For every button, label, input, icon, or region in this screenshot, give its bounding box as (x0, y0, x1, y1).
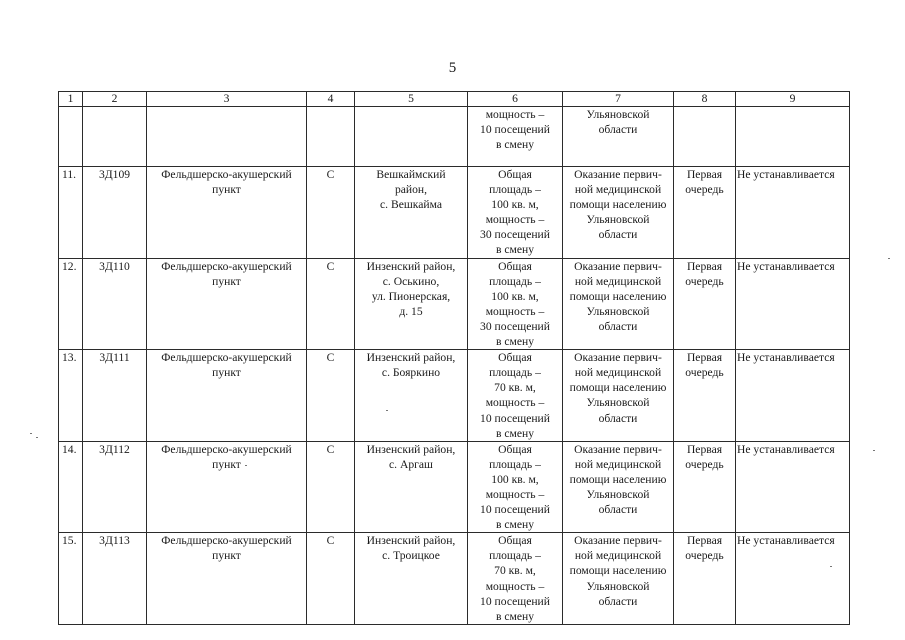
location-line: Инзенский район, (366, 259, 456, 273)
purpose-line: ной медицинской (574, 457, 662, 471)
cell-num: 12. (59, 258, 83, 350)
cell-purpose (563, 258, 674, 350)
priority-line: очередь (685, 457, 724, 471)
name-line: Фельдшерско-акушерский (161, 351, 292, 365)
cell-priority (674, 441, 736, 533)
capacity-line: 10 посещений (480, 594, 550, 608)
capacity-line: 100 кв. м, (491, 472, 539, 486)
scan-speck (30, 433, 32, 434)
scan-speck (873, 450, 875, 451)
cell-purpose (563, 350, 674, 442)
cell-priority (674, 533, 736, 625)
purpose-line: помощи населению (569, 381, 667, 395)
capacity-line: в смену (495, 138, 534, 152)
cell-code: 3Д111 (83, 350, 147, 442)
cell-name (147, 258, 307, 350)
column-header: 4 (307, 92, 355, 107)
capacity-line: площадь – (489, 366, 541, 380)
cell-purpose (563, 167, 674, 259)
capacity-line: в смену (495, 243, 534, 257)
name-line: Фельдшерско-акушерский (161, 442, 292, 456)
cell-purpose (563, 441, 674, 533)
cell-location (355, 350, 468, 442)
cell-priority (674, 350, 736, 442)
capacity-line: 100 кв. м, (491, 289, 539, 303)
capacity-line: Общая (498, 534, 532, 548)
purpose-line: помощи населению (569, 289, 667, 303)
cell-requirement: Не устанавливается (736, 533, 850, 625)
column-header: 8 (674, 92, 736, 107)
capacity-line: в смену (495, 426, 534, 440)
priority-line: Первая (686, 534, 723, 548)
priority-line: очередь (685, 549, 724, 563)
cell-location (355, 167, 468, 259)
location-line: с. Троицкое (382, 549, 440, 563)
cell-name (147, 107, 307, 167)
capacity-line: 30 посещений (480, 228, 550, 242)
name-line: пункт (212, 549, 241, 563)
name-line: пункт (212, 457, 241, 471)
cell-name (147, 441, 307, 533)
cell-location (355, 258, 468, 350)
cell-priority (674, 107, 736, 167)
location-line: с. Бояркино (381, 366, 441, 380)
cell-code (83, 107, 147, 167)
purpose-line: Оказание первич- (574, 168, 662, 181)
purpose-line: области (598, 503, 638, 517)
name-line: пункт (212, 366, 241, 380)
name-line: пункт (212, 274, 241, 288)
cell-status: С (307, 350, 355, 442)
column-header: 5 (355, 92, 468, 107)
capacity-line: площадь – (489, 549, 541, 563)
priority-line: Первая (686, 442, 723, 456)
capacity-line: Общая (498, 259, 532, 273)
name-line: Фельдшерско-акушерский (161, 259, 292, 273)
purpose-line: Оказание первич- (574, 442, 662, 456)
cell-num (59, 107, 83, 167)
table-row (59, 258, 850, 350)
capacity-line: Общая (498, 442, 532, 456)
purpose-line: Оказание первич- (574, 534, 662, 548)
cell-status: С (307, 167, 355, 259)
capacity-line: 30 посещений (480, 319, 550, 333)
cell-priority (674, 258, 736, 350)
cell-capacity (468, 167, 563, 259)
column-header: 9 (736, 92, 850, 107)
location-line: ул. Пионерская, (371, 289, 451, 303)
capacity-line: площадь – (489, 183, 541, 197)
cell-location (355, 107, 468, 167)
cell-status (307, 107, 355, 167)
column-header: 1 (59, 92, 83, 107)
cell-requirement: Не устанавливается (736, 258, 850, 350)
cell-name (147, 167, 307, 259)
capacity-line: Общая (498, 168, 532, 181)
cell-requirement: Не устанавливается (736, 167, 850, 259)
cell-capacity (468, 441, 563, 533)
cell-num: 14. (59, 441, 83, 533)
purpose-line: Оказание первич- (574, 259, 662, 273)
cell-num: 13. (59, 350, 83, 442)
cell-location (355, 533, 468, 625)
capacity-line: площадь – (489, 274, 541, 288)
capacity-line: мощность – (485, 213, 545, 227)
location-line: д. 15 (399, 304, 423, 318)
cell-requirement: Не устанавливается (736, 441, 850, 533)
priority-line: Первая (686, 351, 723, 365)
cell-priority (674, 167, 736, 259)
column-number-header-row (59, 92, 850, 107)
purpose-line: помощи населению (569, 198, 667, 212)
cell-status: С (307, 441, 355, 533)
purpose-line: помощи населению (569, 472, 667, 486)
capacity-line: в смену (495, 335, 534, 349)
cell-code: 3Д110 (83, 258, 147, 350)
table-row (59, 167, 850, 259)
cell-status: С (307, 258, 355, 350)
purpose-line: области (598, 594, 638, 608)
cell-capacity (468, 350, 563, 442)
facilities-table (58, 91, 850, 625)
name-line: Фельдшерско-акушерский (161, 168, 292, 181)
capacity-line: 10 посещений (480, 503, 550, 517)
capacity-line: 100 кв. м, (491, 198, 539, 212)
location-line: Вешкаймский (376, 168, 446, 181)
cell-capacity (468, 533, 563, 625)
capacity-line: мощность – (485, 304, 545, 318)
cell-num: 15. (59, 533, 83, 625)
cell-code: 3Д112 (83, 441, 147, 533)
purpose-line: ной медицинской (574, 183, 662, 197)
capacity-line: Общая (498, 351, 532, 365)
scan-speck (830, 566, 832, 567)
purpose-line: помощи населению (569, 564, 667, 578)
capacity-line: площадь – (489, 457, 541, 471)
purpose-line: ной медицинской (574, 549, 662, 563)
capacity-line: 10 посещений (480, 411, 550, 425)
capacity-line: 70 кв. м, (494, 381, 536, 395)
column-header: 6 (468, 92, 563, 107)
purpose-line: области (598, 319, 638, 333)
purpose-line: Ульяновской (586, 579, 650, 593)
cell-purpose (563, 107, 674, 167)
cell-num: 11. (59, 167, 83, 259)
column-header: 2 (83, 92, 147, 107)
name-line: Фельдшерско-акушерский (161, 534, 292, 548)
cell-requirement: Не устанавливается (736, 350, 850, 442)
continuation-row (59, 107, 850, 167)
name-line: пункт (212, 183, 241, 197)
purpose-line: области (598, 123, 638, 137)
capacity-line: мощность – (485, 396, 545, 410)
priority-line: Первая (686, 168, 723, 181)
purpose-line: Ульяновской (586, 213, 650, 227)
cell-purpose (563, 533, 674, 625)
cell-code: 3Д109 (83, 167, 147, 259)
priority-line: очередь (685, 274, 724, 288)
capacity-line: в смену (495, 609, 534, 623)
purpose-line: Ульяновской (586, 108, 650, 121)
purpose-line: области (598, 411, 638, 425)
capacity-line: мощность – (485, 487, 545, 501)
priority-line: очередь (685, 183, 724, 197)
column-header: 3 (147, 92, 307, 107)
cell-requirement (736, 107, 850, 167)
scan-speck (245, 465, 247, 466)
purpose-line: области (598, 228, 638, 242)
column-header: 7 (563, 92, 674, 107)
cell-capacity (468, 107, 563, 167)
purpose-line: ной медицинской (574, 274, 662, 288)
purpose-line: Ульяновской (586, 487, 650, 501)
purpose-line: ной медицинской (574, 366, 662, 380)
capacity-line: 70 кв. м, (494, 564, 536, 578)
cell-location (355, 441, 468, 533)
table-row (59, 350, 850, 442)
page-number: 5 (448, 60, 457, 76)
location-line: Инзенский район, (366, 351, 456, 365)
capacity-line: мощность – (485, 108, 545, 121)
location-line: район, (394, 183, 428, 197)
capacity-line: 10 посещений (480, 123, 550, 137)
cell-code: 3Д113 (83, 533, 147, 625)
scan-speck (386, 410, 388, 411)
location-line: с. Аргаш (389, 457, 433, 471)
capacity-line: мощность – (485, 579, 545, 593)
table-row (59, 533, 850, 625)
cell-capacity (468, 258, 563, 350)
table-row (59, 441, 850, 533)
priority-line: очередь (685, 366, 724, 380)
location-line: Инзенский район, (366, 442, 456, 456)
purpose-line: Ульяновской (586, 304, 650, 318)
purpose-line: Оказание первич- (574, 351, 662, 365)
location-line: с. Вешкайма (380, 198, 442, 212)
cell-name (147, 350, 307, 442)
scan-speck (36, 437, 38, 438)
location-line: Инзенский район, (366, 534, 456, 548)
capacity-line: в смену (495, 518, 534, 532)
cell-status: С (307, 533, 355, 625)
scan-speck (888, 258, 890, 259)
priority-line: Первая (686, 259, 723, 273)
location-line: с. Оськино, (382, 274, 440, 288)
purpose-line: Ульяновской (586, 396, 650, 410)
cell-name (147, 533, 307, 625)
